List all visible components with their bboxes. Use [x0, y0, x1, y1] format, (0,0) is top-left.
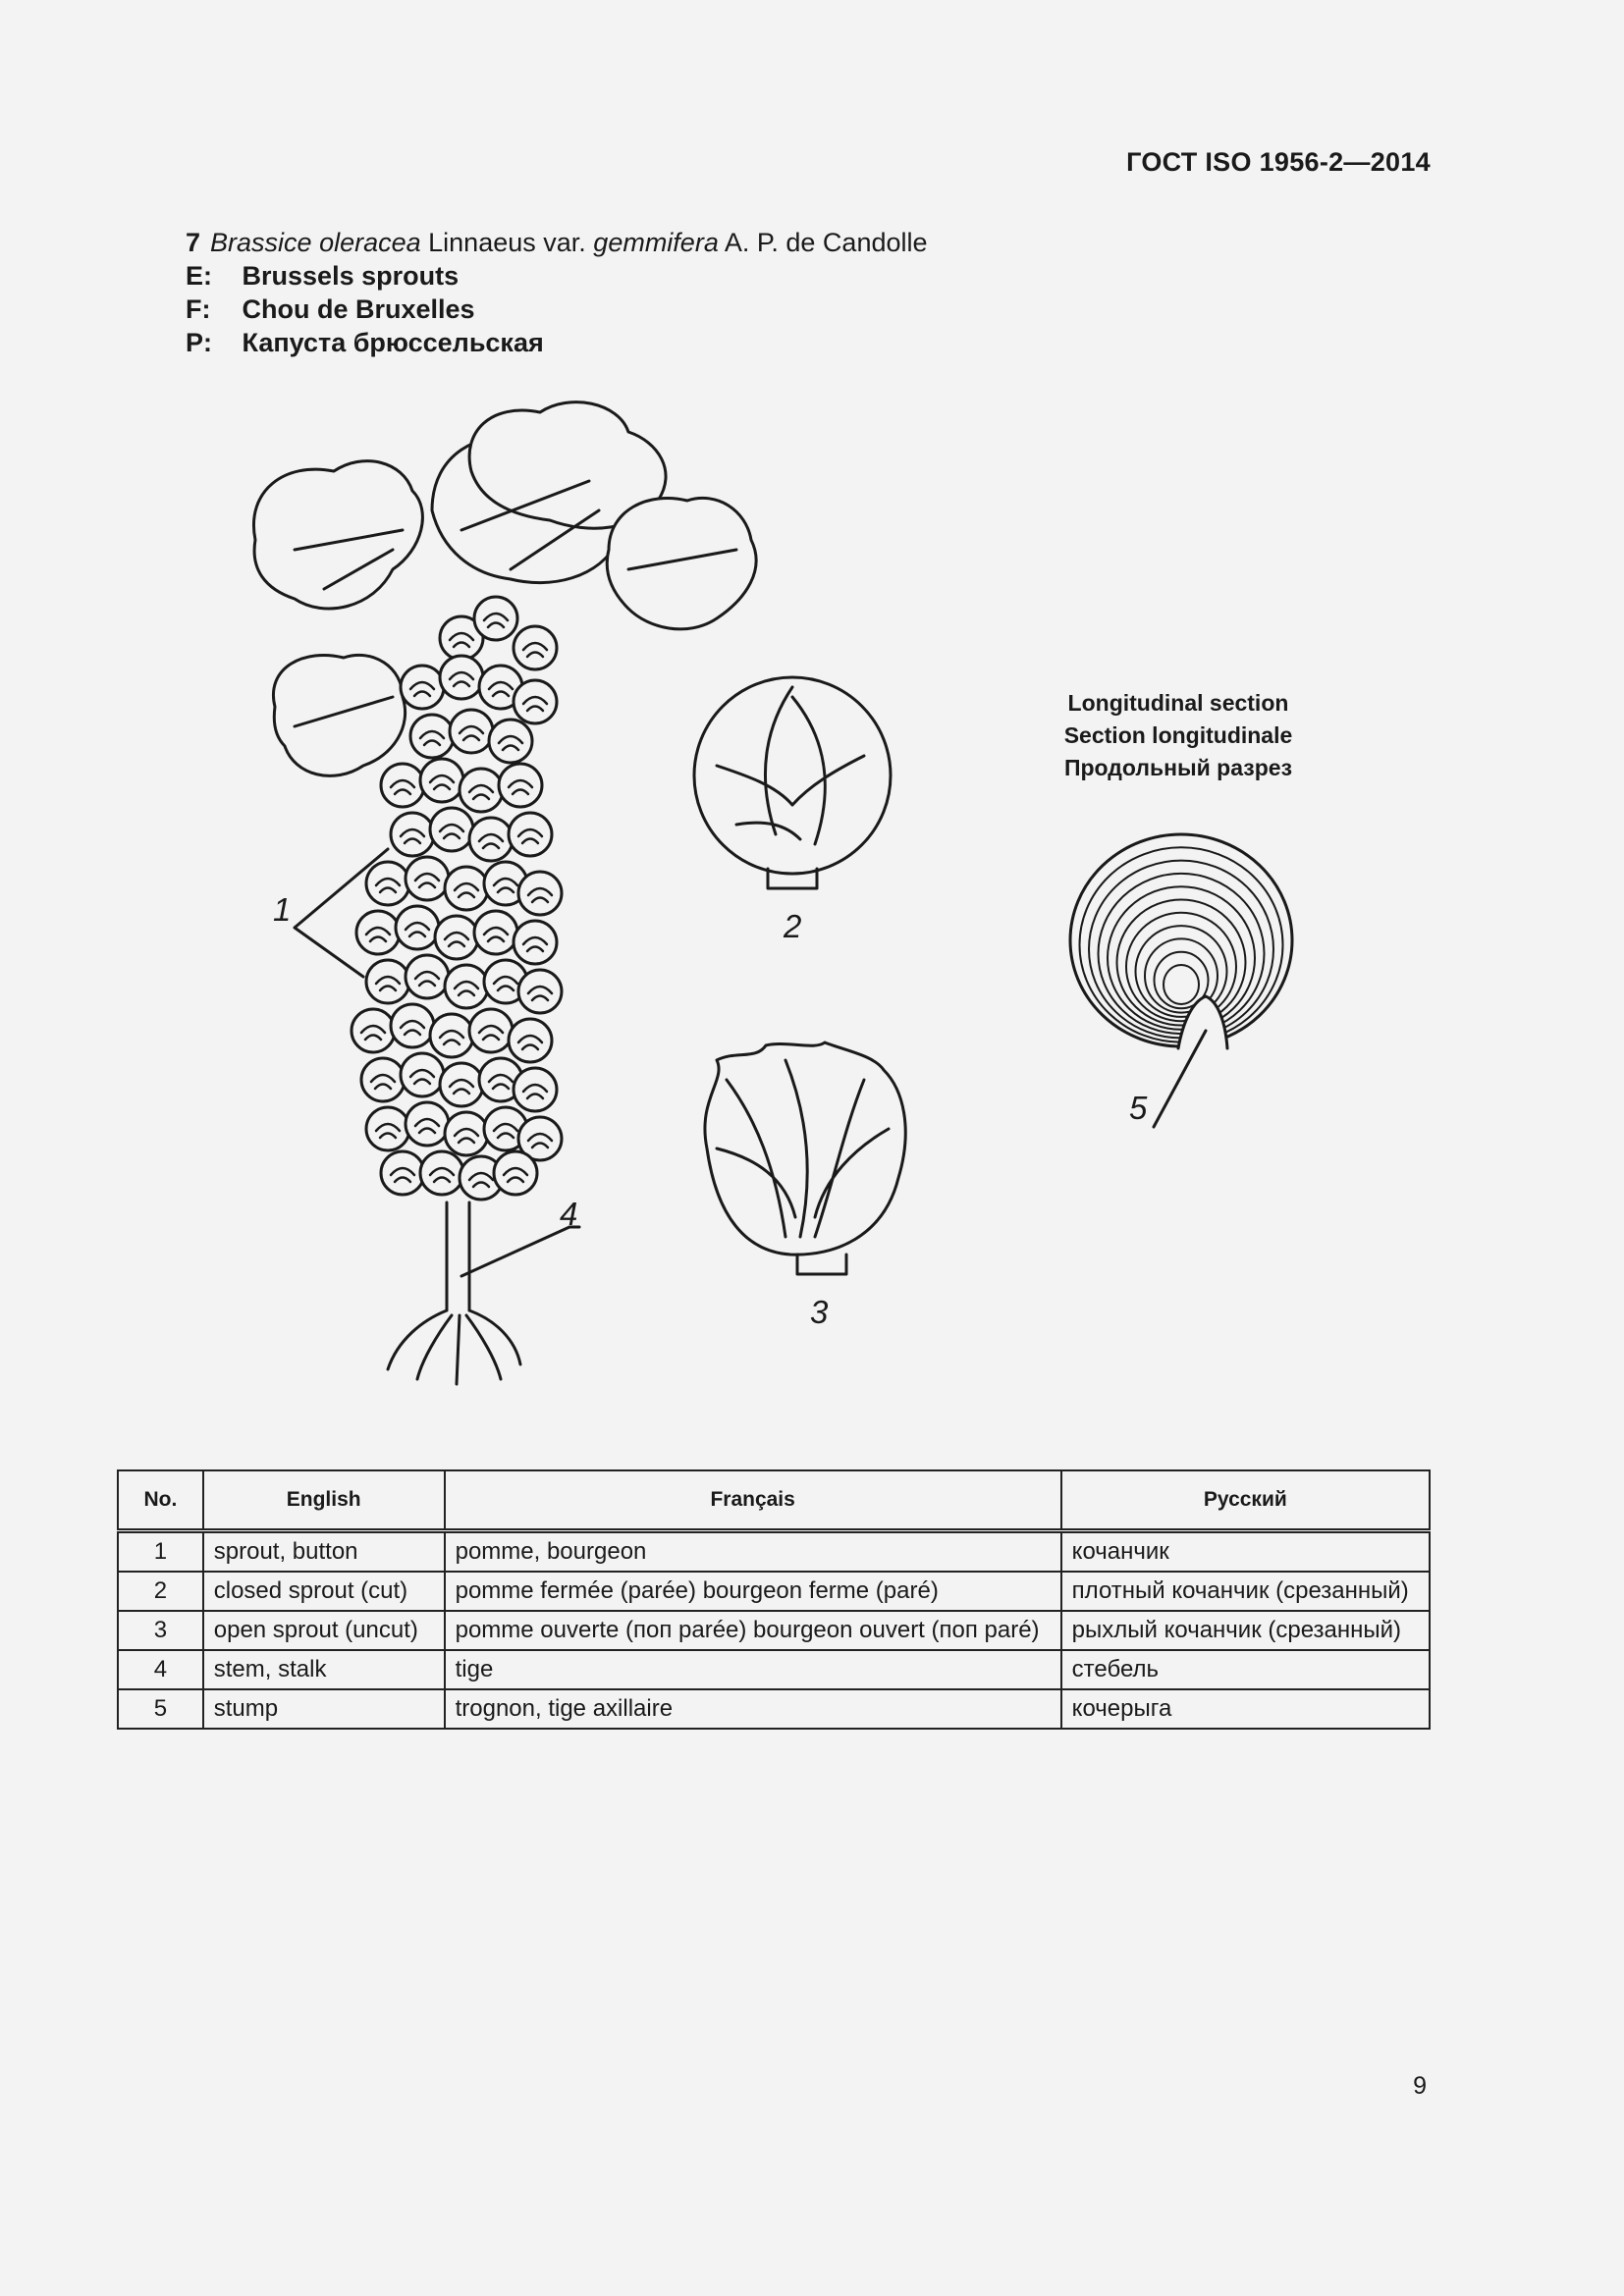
sprout-bud [406, 955, 449, 998]
sprout-bud [509, 813, 552, 856]
callout-3: 3 [810, 1294, 829, 1330]
leader-4 [461, 1227, 579, 1276]
species-number: 7 [186, 228, 201, 257]
roots [388, 1310, 520, 1384]
latin-variety-author: A. P. de Candolle [724, 228, 928, 257]
page-number: 9 [1413, 2072, 1427, 2100]
sprout-bud [401, 666, 444, 709]
sprout-bud [401, 1053, 444, 1096]
sprout-bud [445, 965, 488, 1008]
sprout-bud [469, 818, 513, 861]
sprout-bud [361, 1058, 405, 1101]
sprout-bud [391, 813, 434, 856]
sprout-bud [445, 1112, 488, 1155]
sprout-bud [489, 720, 532, 763]
sprout-bud [445, 867, 488, 910]
cell-no: 5 [118, 1689, 203, 1729]
leaf-right [607, 498, 756, 629]
cell-russian: стебель [1061, 1650, 1430, 1689]
cell-english: closed sprout (cut) [203, 1572, 445, 1611]
leaf-lower-left [273, 655, 405, 775]
sprout-bud [499, 764, 542, 807]
common-name: Chou de Bruxelles [242, 294, 475, 324]
sprout-bud [356, 911, 400, 954]
callout-4: 4 [560, 1196, 578, 1232]
stem [447, 1202, 469, 1310]
open-sprout-drawing [705, 1042, 905, 1274]
table-header-row [118, 1470, 1430, 1531]
sprout-bud [440, 656, 483, 699]
cell-english: sprout, button [203, 1531, 445, 1573]
section-caption [1041, 687, 1316, 784]
longitudinal-section-drawing [1070, 834, 1292, 1048]
table-row [118, 1650, 1430, 1689]
callout-1: 1 [273, 891, 292, 928]
cell-english: open sprout (uncut) [203, 1611, 445, 1650]
sprout-bud [518, 970, 562, 1013]
callout-2: 2 [784, 908, 802, 944]
sprout-bud [366, 960, 409, 1003]
cell-russian: плотный кочанчик (срезанный) [1061, 1572, 1430, 1611]
sprout-bud [430, 1014, 473, 1057]
latin-variety: gemmifera [593, 228, 719, 257]
open-sprout-base [797, 1255, 846, 1274]
sprout-bud [509, 1019, 552, 1062]
lang-code: F: [186, 294, 211, 324]
header-no: No. [118, 1470, 203, 1531]
sprout-bud [381, 1151, 424, 1195]
caption-line-en: Longitudinal section [1067, 690, 1289, 716]
cell-russian: рыхлый кочанчик (срезанный) [1061, 1611, 1430, 1650]
sprout-bud [435, 916, 478, 959]
sprout-bud [396, 906, 439, 949]
sprout-bud [420, 759, 463, 802]
sprout-bud [440, 1063, 483, 1106]
sprout-bud [410, 715, 454, 758]
caption-line-fr: Section longitudinale [1063, 722, 1293, 748]
cell-russian: кочерыга [1061, 1689, 1430, 1729]
table-row [118, 1611, 1430, 1650]
sprout-bud [469, 1009, 513, 1052]
closed-sprout-body [694, 677, 891, 874]
cell-no: 4 [118, 1650, 203, 1689]
lang-code: P: [186, 328, 212, 357]
cell-english: stump [203, 1689, 445, 1729]
caption-line-ru: Продольный разрез [1063, 755, 1293, 780]
callout-5: 5 [1129, 1090, 1148, 1126]
sprout-bud [514, 1068, 557, 1111]
sprout-bud [460, 769, 503, 812]
sprout-bud [366, 862, 409, 905]
sprout-bud [430, 808, 473, 851]
lang-code: E: [186, 261, 212, 291]
cell-french: tige [445, 1650, 1061, 1689]
stem-and-roots [388, 1202, 520, 1384]
sprout-bud [381, 764, 424, 807]
sprout-bud [391, 1004, 434, 1047]
latin-genus-species: Brassice oleracea [210, 228, 421, 257]
section-layer [1070, 834, 1292, 1046]
common-name: Brussels sprouts [242, 261, 460, 291]
cell-russian: кочанчик [1061, 1531, 1430, 1573]
sprout-bud [406, 857, 449, 900]
table-row [118, 1572, 1430, 1611]
cell-french: pomme ouverte (поп parée) bourgeon ouvert (поп paré) [445, 1611, 1061, 1650]
cell-english: stem, stalk [203, 1650, 445, 1689]
latin-author: Linnaeus var. [428, 228, 586, 257]
cell-french: pomme fermée (parée) bourgeon ferme (paré) [445, 1572, 1061, 1611]
leaf-left [253, 461, 422, 609]
cell-no: 2 [118, 1572, 203, 1611]
cell-no: 1 [118, 1531, 203, 1573]
sprout-bud [366, 1107, 409, 1150]
terms-table [117, 1469, 1431, 1730]
sprout-bud [474, 597, 517, 640]
header-english: English [203, 1470, 445, 1531]
table-row [118, 1689, 1430, 1729]
sprout-bud [420, 1151, 463, 1195]
sprout-bud [514, 680, 557, 723]
sprout-bud [406, 1102, 449, 1146]
document-id: ГОСТ ISO 1956-2—2014 [1126, 147, 1431, 177]
sprout-bud [514, 626, 557, 669]
sprout-bud [494, 1151, 537, 1195]
common-name: Капуста брюссельская [242, 328, 544, 357]
table-row [118, 1531, 1430, 1573]
cell-french: trognon, tige axillaire [445, 1689, 1061, 1729]
sprout-bud [352, 1009, 395, 1052]
header-russian: Русский [1061, 1470, 1430, 1531]
sprout-bud [450, 710, 493, 753]
closed-sprout-drawing [694, 677, 891, 888]
sprout-bud [514, 921, 557, 964]
sprout-bud [474, 911, 517, 954]
cell-no: 3 [118, 1611, 203, 1650]
sprout-bud [518, 872, 562, 915]
header-french: Français [445, 1470, 1061, 1531]
cell-french: pomme, bourgeon [445, 1531, 1061, 1573]
